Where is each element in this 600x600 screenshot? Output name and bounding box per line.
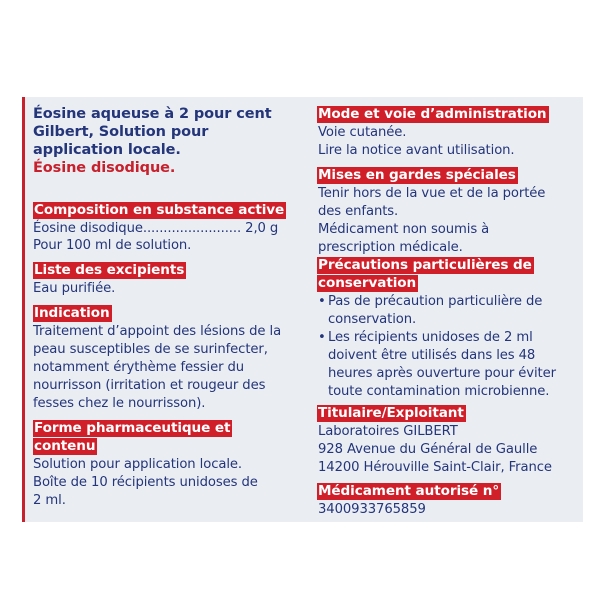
precaution-bullet-cont: doivent être utilisés dans les 48: [328, 348, 536, 363]
composition-line: Pour 100 ml de solution.: [33, 238, 192, 253]
forme-line: Boîte de 10 récipients unidoses de: [33, 475, 258, 490]
titulaire-line: 14200 Hérouville Saint-Clair, France: [318, 460, 552, 475]
forme-line: Solution pour application locale.: [33, 457, 242, 472]
mode-heading: Mode et voie d’administration: [318, 106, 547, 122]
mode-line: Lire la notice avant utilisation.: [318, 143, 515, 158]
indication-line: notamment érythème fessier du: [33, 360, 245, 375]
excipients-line: Eau purifiée.: [33, 281, 116, 296]
mises-line: des enfants.: [318, 204, 399, 219]
titulaire-line: Laboratoires GILBERT: [318, 424, 458, 439]
mises-heading: Mises en gardes spéciales: [318, 167, 516, 183]
composition-heading: Composition en substance active: [34, 202, 285, 218]
product-title: Gilbert, Solution pour: [33, 124, 209, 140]
product-title: Éosine aqueuse à 2 pour cent: [33, 106, 272, 122]
titulaire-line: 928 Avenue du Général de Gaulle: [318, 442, 538, 457]
forme-heading: contenu: [34, 438, 96, 454]
precaution-bullet: • Les récipients unidoses de 2 ml: [318, 329, 533, 346]
forme-line: 2 ml.: [33, 493, 66, 508]
indication-line: peau susceptibles de se surinfecter,: [33, 342, 268, 357]
autorise-heading: Médicament autorisé n°: [318, 483, 500, 499]
excipients-heading: Liste des excipients: [34, 262, 185, 278]
forme-heading: Forme pharmaceutique et: [34, 420, 231, 436]
indication-line: fesses chez le nourrisson).: [33, 396, 206, 411]
precautions-heading: conservation: [318, 275, 417, 291]
mises-line: Médicament non soumis à: [318, 222, 490, 237]
authorization-number: 3400933765859: [318, 502, 426, 517]
precautions-heading: Précautions particulières de: [318, 257, 532, 273]
titulaire-heading: Titulaire/Exploitant: [318, 405, 464, 421]
precaution-bullet-cont: heures après ouverture pour éviter: [328, 366, 556, 381]
precaution-bullet-cont: toute contamination microbienne.: [328, 384, 550, 399]
indication-line: Traitement d’appoint des lésions de la: [33, 324, 282, 339]
precaution-bullet-cont: conservation.: [328, 312, 417, 327]
active-substance-title: Éosine disodique.: [33, 160, 176, 176]
indication-line: nourrisson (irritation et rougeur des: [33, 378, 266, 393]
mises-line: prescription médicale.: [318, 240, 463, 255]
mode-line: Voie cutanée.: [318, 125, 407, 140]
product-title: application locale.: [33, 142, 181, 158]
precaution-bullet: • Pas de précaution particulière de: [318, 293, 542, 310]
mises-line: Tenir hors de la vue et de la portée: [318, 186, 546, 201]
indication-heading: Indication: [34, 305, 110, 321]
composition-line: Éosine disodique........................ 2,0 g: [33, 221, 279, 236]
